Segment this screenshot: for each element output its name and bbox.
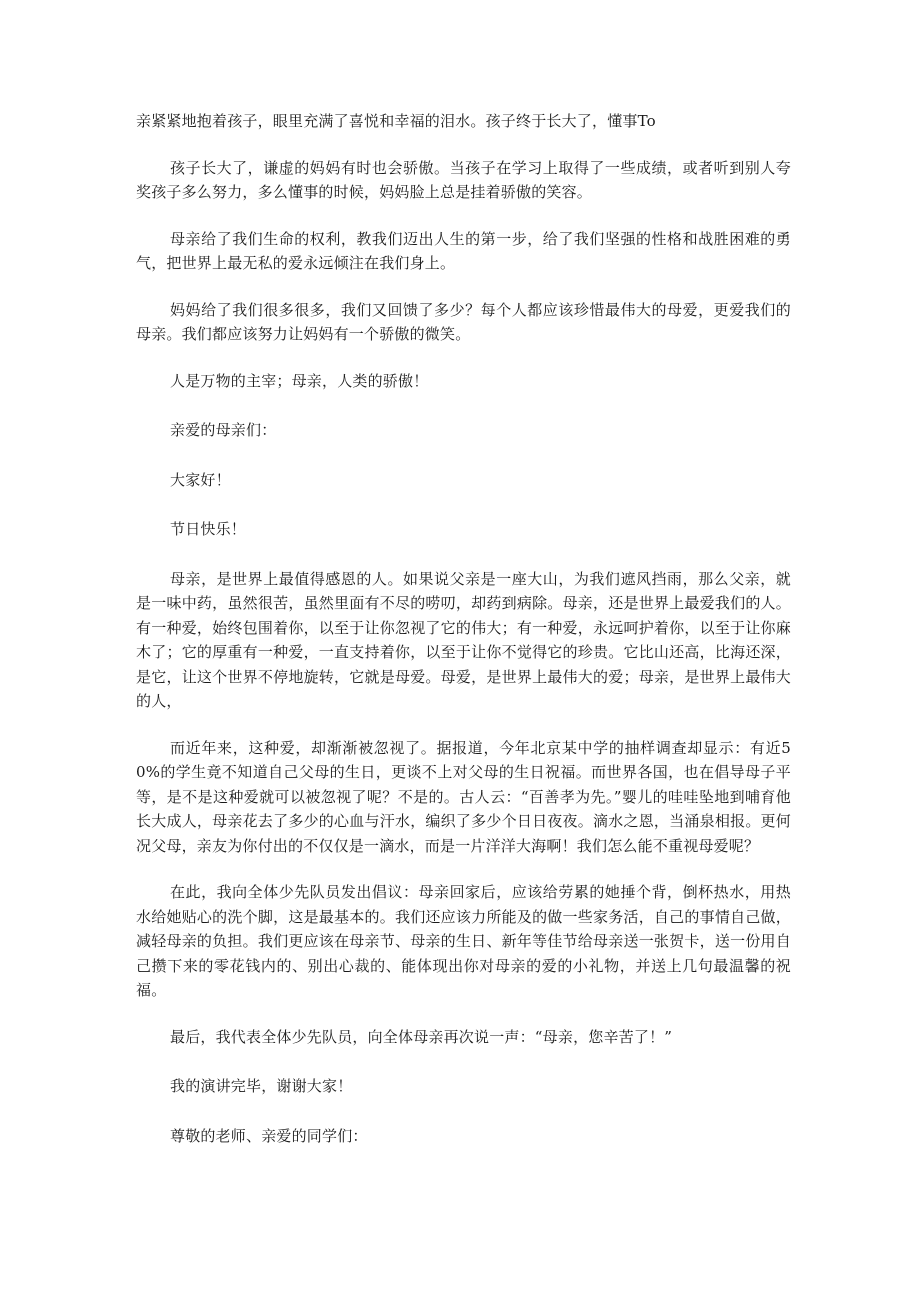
paragraph-1: 亲紧紧地抱着孩子，眼里充满了喜悦和幸福的泪水。孩子终于长大了，懂事To: [136, 112, 656, 130]
greeting-hello: 大家好！: [170, 470, 231, 489]
salutation-teachers: 尊敬的老师、亲爱的同学们：: [170, 1126, 368, 1145]
paragraph-4: 妈妈给了我们很多很多，我们又回馈了多少？每个人都应该珍惜最伟大的母爱，更爱我们的母亲。我们都应该努力让妈妈有一个骄傲的微笑。: [136, 300, 791, 343]
paragraph-neglect: 而近年来，这种爱，却渐渐被忽视了。据报道，今年北京某中学的抽样调查却显示：有近50%的学生竟不知道自己父母的生日，更谈不上对父母的生日祝福。而世界各国，也在倡导母子平等，是不是这种爱就可以被忽视了呢？不是的。古人云：“百善孝为先。”婴儿的哇哇坠地到哺育他长大成人，母亲花去了多少的心血与汗水，编织了多少个日日夜夜。滴水之恩，当涌泉相报。更何况父母，亲友为你付出的不仅仅是一滴水，而是一片洋洋大海啊！我们怎么能不重视母爱呢？: [136, 738, 791, 855]
greeting-holiday: 节日快乐！: [170, 520, 247, 538]
greeting-salutation: 亲爱的母亲们：: [170, 421, 277, 439]
paragraph-3: 母亲给了我们生命的权利，教我们迈出人生的第一步，给了我们坚强的性格和战胜困难的勇气，把世界上最无私的爱永远倾注在我们身上。: [136, 229, 791, 272]
paragraph-closing: 最后，我代表全体少先队员，向全体母亲再次说一声：“母亲，您辛苦了！”: [170, 1027, 673, 1046]
paragraph-5: 人是万物的主宰；母亲，人类的骄傲！: [170, 371, 429, 390]
paragraph-2: 孩子长大了，谦虚的妈妈有时也会骄傲。当孩子在学习上取得了一些成绩，或者听到别人夸奖孩子多么努力，多么懂事的时候，妈妈脸上总是挂着骄傲的笑容。: [136, 158, 791, 201]
document-body: [136, 109, 791, 1173]
paragraph-mother-gratitude: 母亲，是世界上最值得感恩的人。如果说父亲是一座大山，为我们遮风挡雨，那么父亲，就是一味中药，虽然很苦，虽然里面有不尽的唠叨，却药到病除。母亲，还是世界上最爱我们的人。有一种爱，始终包围着你，以至于让你忽视了它的伟大；有一种爱，永远呵护着你，以至于让你麻木了；它的厚重有一种爱，一直支持着你，以至于让你不觉得它的珍贵。它比山还高，比海还深，是它，让这个世界不停地旋转，它就是母爱。母爱，是世界上最伟大的爱；母亲，是世界上最伟大的人，: [136, 569, 791, 710]
paragraph-thanks: 我的演讲完毕，谢谢大家！: [170, 1077, 353, 1095]
paragraph-proposal: 在此，我向全体少先队员发出倡议：母亲回家后，应该给劳累的她捶个背，倒杯热水，用热水给她贴心的洗个脚，这是最基本的。我们还应该力所能及的做一些家务活，自己的事情自己做，减轻母亲的负担。我们更应该在母亲节、母亲的生日、新年等佳节给母亲送一张贺卡，送一份用自己攒下来的零花钱内的、别出心裁的、能体现出你对母亲的爱的小礼物，并送上几句最温馨的祝福。: [136, 883, 791, 999]
